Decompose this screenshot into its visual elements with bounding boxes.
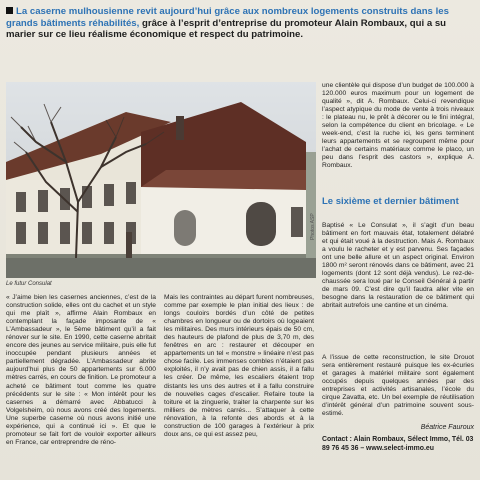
column-3-middle-text: Baptisé « Le Consulat », il s’agit d’un beau bâtiment en fort mauvais état, totalement délabré et qui était voué à la destruction. Mais A. Rombaux a voulu le racheter et y est parvenu. Ses façades ont une belle allure et un aspect original. Environ 1800 m² seront rénovés dans ce bâtiment, avec 21 logements (dont 12 sont déjà vendus). Le rez-de-chaussée sera loué par le Conseil Général à partir de mars 09. C’est dire qu’il faudra aller vite en besogne dans la restauration de ce bâtiment qui abritait autrefois une cantine et un cinéma. <box>322 222 474 310</box>
article-column-1 <box>6 294 156 449</box>
photo-credit: Photos ASP <box>310 213 316 240</box>
column-1-text: « J’aime bien les casernes anciennes, c’est de la construction solide, elles ont du cachet et un style qui me plaît », affirme Alain Rombaux en contemplant la façade imposante de « L’Ambassadeur », le 5ème bâtiment qu’il a fait rénover sur le site. En 1990, cette caserne abritait encore des jeunes au service militaire, puis elle fut inoccupée pendant plusieurs années et partiellement dégradée. L’Ambassadeur abrite aujourd’hui plus de 50 appartements sur 6.000 mètres carrés, en cours de finition. Le promoteur a acheté ce bâtiment tout comme les quatre précédents sur le site : « Mon intérêt pour les casernes a démarré avec Abbatucci à Volgelsheim, où nous avons créé des logements. Une superbe caserne où nous avons initié une expérience, qui a continué ici ». Et que le promoteur se fait fort de vouloir exporter ailleurs en France, car entreprendre de réno- <box>6 294 156 446</box>
article-column-2 <box>164 294 314 441</box>
lead-paragraph <box>6 6 474 41</box>
column-2-text: Mais les contraintes au départ furent nombreuses, comme par exemple le plan initial des lieux : de longs couloirs bordés d’un côté de petites chambres en longueur ou de dortoirs où logeaient les militaires. Des murs intérieurs épais de 50 cm, des hauteurs de plafond de plus de 3,70 m, des fenêtres en arc : restaurer et découper en appartements un tel « monstre » linéaire n’est pas chose facile. Les immenses combles n’étaient pas exploités, il n’y avait pas de chien assis, il a fallu les créer. De même, les escaliers étaient trop distants les uns des autres et il a fallu construire de nouvelles cages d’escalier. Refaire toute la toiture et la zinguerie, traiter la charpente sur les milliers de mètres carrés... S’attaquer à cette rénovation, à la refonte des abords et à la construction de 100 garages à l’extérieur à prix doux ans, ce qui est assez peu, <box>164 294 314 438</box>
article-column-3-middle <box>322 222 474 313</box>
photo-caption: Le futur Consulat <box>6 281 52 287</box>
article-column-3-top <box>322 82 474 173</box>
author-signature: Béatrice Fauroux <box>420 424 474 431</box>
column-3-bottom-text: A l’issue de cette reconstruction, le site Drouot sera entièrement restauré puisque les ex-écuries et garages à matériel militaire sont également occupés depuis quelques années par des entreprises et activités artisanales, l’école du cirque Zavatta, etc. Un bel exemple de réutilisation d’intérêt général d’un patrimoine souvent sous-estimé. <box>322 354 474 418</box>
article-column-3-bottom <box>322 354 474 420</box>
section-subheading: Le sixième et dernier bâtiment <box>322 196 459 207</box>
bullet-square-icon <box>6 7 13 14</box>
contact-info: Contact : Alain Rombaux, Sélect Immo, Tél. 03 89 76 45 36 – www.select-immo.eu <box>322 436 474 452</box>
article-photo <box>6 82 316 278</box>
lead-text: grâce à l’esprit d’entreprise du promoteur Alain Rombaux, qui a su marier sur ce lieu réalisme économique et respect du patrimoine. <box>6 17 447 41</box>
column-3-top-text: une clientèle qui dispose d’un budget de 100.000 à 120.000 euros maximum pour un logement de qualité », dit A. Rombaux. Celui-ci revendique l’aspect atypique du mode de vente à trois niveaux : le plateau nu, le prêt à décorer ou le fini intégral, selon la compétence du client en bricolage. « Le week-end, c’est la ruche ici, les gens terminent leurs appartements et se regroupent même pour l’achat de certains matériaux comme le placo, un peu dans l’esprit des castors », explique A. Rombaux. <box>322 82 474 170</box>
lead-highlight: La caserne mulhousienne revit aujourd’hui grâce aux nombreux logements construits dans les grands bâtiments réhabilités, <box>6 6 449 29</box>
